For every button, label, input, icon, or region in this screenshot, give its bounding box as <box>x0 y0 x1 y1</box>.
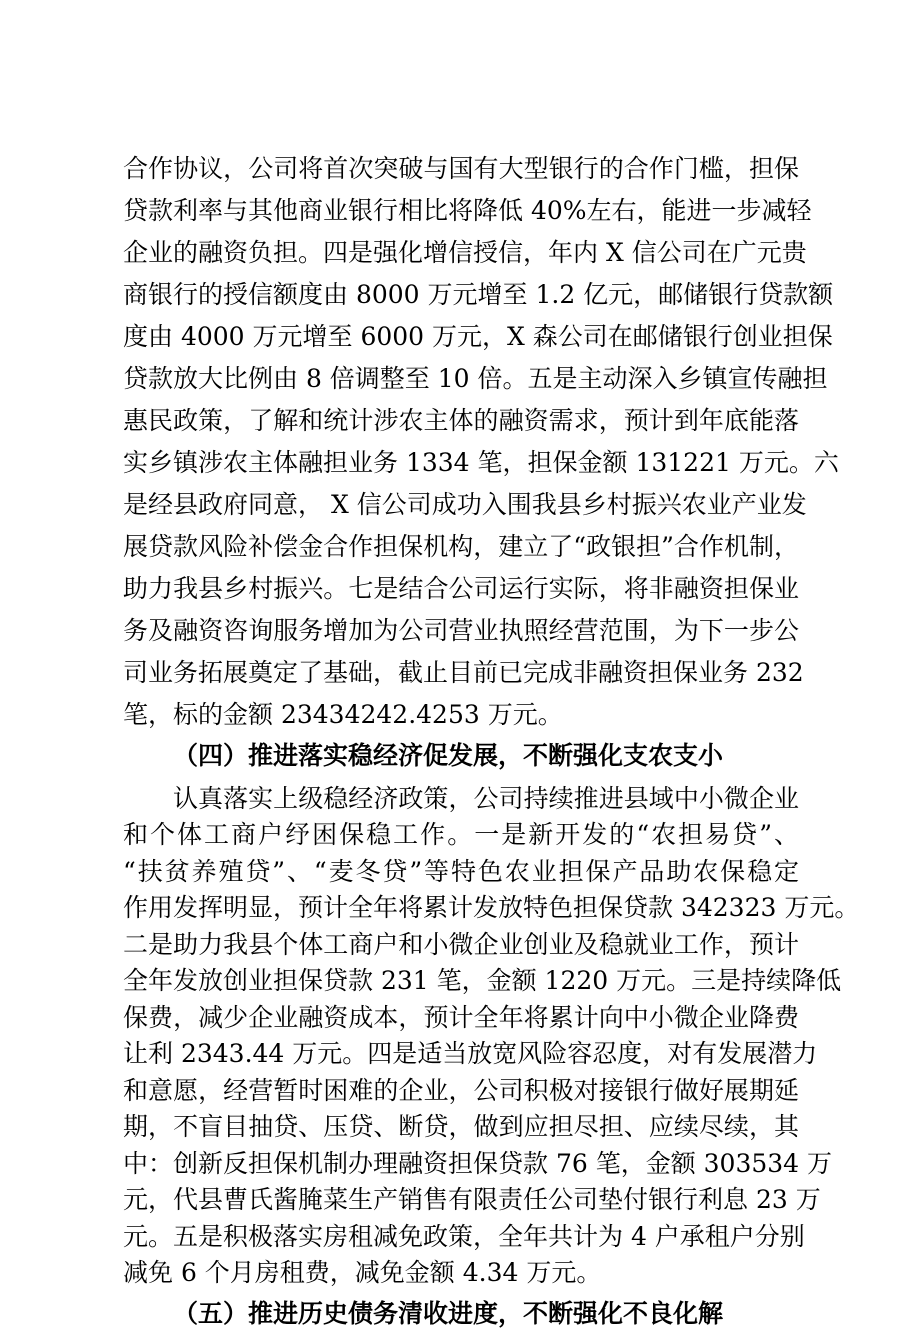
section-heading-5: （五）推进历史债务清收进度，不断强化不良化解 <box>173 1298 724 1328</box>
paragraph-2-line-12: 元，代县曹氏酱腌菜生产销售有限责任公司垫付银行利息 23 万 <box>123 1185 821 1214</box>
paragraph-1-line-6: 贷款放大比例由 8 倍调整至 10 倍。五是主动深入乡镇宣传融担 <box>123 364 828 393</box>
paragraph-1-line-9: 是经县政府同意， X 信公司成功入围我县乡村振兴农业产业发 <box>123 490 807 519</box>
paragraph-2-line-6: 全年发放创业担保贷款 231 笔，金额 1220 万元。三是持续降低 <box>123 966 842 995</box>
paragraph-2-line-9: 和意愿，经营暂时困难的企业，公司积极对接银行做好展期延 <box>123 1075 799 1105</box>
paragraph-2-line-14: 减免 6 个月房租费，减免金额 4.34 万元。 <box>123 1258 602 1287</box>
paragraph-1-line-3: 企业的融资负担。四是强化增信授信，年内 X 信公司在广元贵 <box>123 238 807 267</box>
paragraph-2-line-1: 认真落实上级稳经济政策，公司持续推进县域中小微企业 <box>173 783 799 813</box>
paragraph-1-line-2: 贷款利率与其他商业银行相比将降低 40%左右，能进一步减轻 <box>123 196 812 225</box>
paragraph-2-line-11: 中：创新反担保机制办理融资担保贷款 76 笔，金额 303534 万 <box>123 1148 833 1178</box>
paragraph-2-line-3: “扶贫养殖贷”、“麦冬贷”等特色农业担保产品助农保稳定 <box>123 856 799 886</box>
paragraph-1-line-14: 笔，标的金额 23434242.4253 万元。 <box>123 700 563 729</box>
paragraph-1-line-11: 助力我县乡村振兴。七是结合公司运行实际，将非融资担保业 <box>123 574 799 603</box>
paragraph-2-line-2: 和个体工商户纾困保稳工作。一是新开发的“农担易贷”、 <box>123 820 799 849</box>
paragraph-1-line-5: 度由 4000 万元增至 6000 万元，X 森公司在邮储银行创业担保 <box>123 322 833 351</box>
paragraph-2-line-7: 保费，减少企业融资成本，预计全年将累计向中小微企业降费 <box>123 1002 799 1032</box>
paragraph-2-line-5: 二是助力我县个体工商户和小微企业创业及稳就业工作，预计 <box>123 929 799 959</box>
paragraph-1-line-13: 司业务拓展奠定了基础，截止目前已完成非融资担保业务 232 <box>123 658 804 687</box>
paragraph-2-line-8: 让利 2343.44 万元。四是适当放宽风险容忍度，对有发展潜力 <box>123 1039 818 1068</box>
paragraph-2-line-13: 元。五是积极落实房租减免政策，全年共计为 4 户承租户分别 <box>123 1221 805 1251</box>
section-heading-4: （四）推进落实稳经济促发展，不断强化支农支小 <box>173 741 724 770</box>
paragraph-1-line-4: 商银行的授信额度由 8000 万元增至 1.2 亿元，邮储银行贷款额 <box>123 280 834 309</box>
paragraph-1-line-12: 务及融资咨询服务增加为公司营业执照经营范围，为下一步公 <box>123 616 799 645</box>
paragraph-2-line-4: 作用发挥明显，预计全年将累计发放特色担保贷款 342323 万元。 <box>123 893 860 922</box>
paragraph-1-line-1: 合作协议，公司将首次突破与国有大型银行的合作门槛，担保 <box>123 154 799 183</box>
paragraph-2-line-10: 期，不盲目抽贷、压贷、断贷，做到应担尽担、应续尽续，其 <box>123 1112 799 1141</box>
paragraph-1-line-8: 实乡镇涉农主体融担业务 1334 笔，担保金额 131221 万元。六 <box>123 448 839 477</box>
paragraph-1-line-10: 展贷款风险补偿金合作担保机构，建立了“政银担”合作机制， <box>123 532 799 561</box>
paragraph-1-line-7: 惠民政策，了解和统计涉农主体的融资需求，预计到年底能落 <box>123 406 799 435</box>
